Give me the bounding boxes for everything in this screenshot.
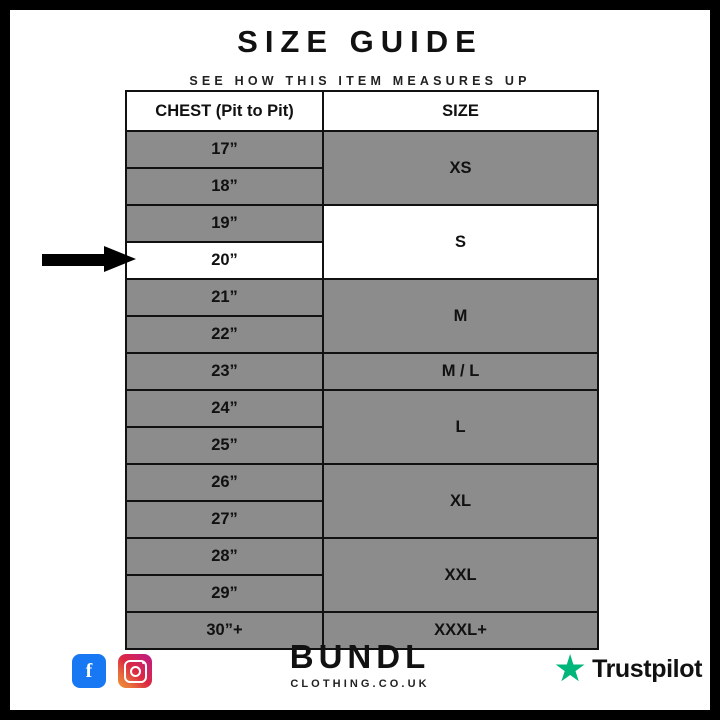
table-row [126, 131, 598, 168]
chest-value: 24” [126, 390, 323, 427]
table-row-highlighted [126, 205, 598, 242]
instagram-glyph [124, 660, 147, 683]
table-row [126, 353, 598, 390]
trustpilot-badge[interactable] [555, 654, 702, 684]
size-value: L [323, 390, 598, 464]
brand-logo [290, 638, 430, 690]
size-value: S [323, 205, 598, 279]
chest-value: 28” [126, 538, 323, 575]
arrow-shaft [42, 254, 108, 266]
brand-name: BUNDL [289, 638, 431, 675]
facebook-icon[interactable]: f [72, 654, 106, 688]
size-value: XXL [323, 538, 598, 612]
size-value: M [323, 279, 598, 353]
social-links [26, 654, 152, 688]
size-value: M / L [323, 353, 598, 390]
size-table [125, 90, 599, 650]
chest-value: 20” [126, 242, 323, 279]
page-title: SIZE GUIDE [237, 24, 483, 59]
chest-value: 25” [126, 427, 323, 464]
chest-value: 23” [126, 353, 323, 390]
table-row [126, 538, 598, 575]
column-header-chest: CHEST (Pit to Pit) [126, 91, 323, 131]
chest-value: 17” [126, 131, 323, 168]
size-value: XS [323, 131, 598, 205]
chest-value: 18” [126, 168, 323, 205]
size-table-wrapper [125, 90, 595, 650]
selected-size-arrow-icon [42, 246, 138, 272]
brand-domain: CLOTHING.CO.UK [290, 678, 430, 690]
footer [10, 632, 710, 702]
column-header-size: SIZE [323, 91, 598, 131]
chest-value: 26” [126, 464, 323, 501]
size-guide-card [10, 10, 710, 710]
star-icon [555, 654, 585, 684]
size-value: XL [323, 464, 598, 538]
table-row [126, 279, 598, 316]
chest-value: 27” [126, 501, 323, 538]
table-row [126, 464, 598, 501]
arrow-head [104, 246, 136, 272]
chest-value: 29” [126, 575, 323, 612]
google-icon[interactable]: G [26, 654, 60, 688]
chest-value: 30”+ [126, 612, 323, 649]
page-subtitle: SEE HOW THIS ITEM MEASURES UP [189, 74, 531, 88]
instagram-icon[interactable] [118, 654, 152, 688]
size-value: XXXL+ [323, 612, 598, 649]
table-header-row [126, 91, 598, 131]
chest-value: 19” [126, 205, 323, 242]
table-row [126, 390, 598, 427]
chest-value: 22” [126, 316, 323, 353]
trustpilot-label: Trustpilot [592, 654, 702, 683]
chest-value: 21” [126, 279, 323, 316]
